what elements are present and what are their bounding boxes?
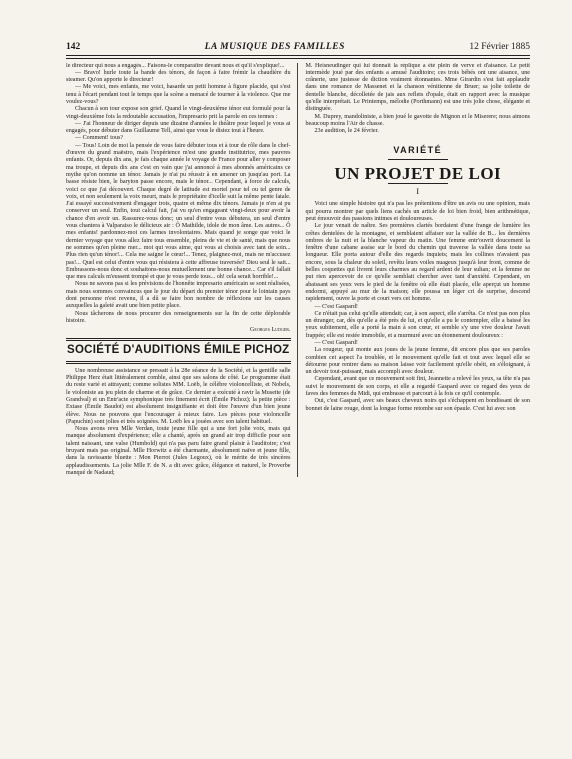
paragraph: Nous tâcherons de nous procurer des renseignements sur la fin de cette déplorable histoire. <box>66 310 291 324</box>
paragraph: Chacun à son tour expose son grief. Quand le vingt-deuxième ténor eut formulé pour la vingt-deuxième fois la redoutable accusation, l'impresario prit la parole en ces termes : <box>66 106 291 120</box>
chapter-number: I <box>416 187 420 197</box>
paragraph: Cependant, avant que ce mouvement soit fini, Jeannette a relevé les yeux, sa tête n'a pas suivi le mouvement de son corps, et elle a regardé Gaspard avec ce regard des yeux de faves des femmes du Midi, qui embrasse et parcourt à la fois ce qu'il contemple. <box>305 376 530 398</box>
issue-date: 12 Février 1885 <box>469 42 530 52</box>
right-column <box>298 63 531 478</box>
paragraph: — C'est Gaspard! <box>314 303 358 310</box>
paragraph: — J'ai l'honneur de diriger depuis une dizaine d'années le théâtre pour lequel je vous ai engagés, pour débuter dans Guillaume Tell, ainsi que vous le disiez tout à l'heure. <box>66 120 291 135</box>
paragraph: — Tous! Loin de moi la pensée de vous faire débuter tous et à tour de rôle dans le chef-d'œuvre du grand maëstro, mais l'expérience m'est une grande institutrice, mes pauvres enfants. Or, depuis dix ans, je fais chaque année le voyage de France pour aller y composer ma troupe, et depuis dix ans c'est en vain que j'ai annoncé à mes abonnés américains ce mythe qu'on nomme un ténor. Jamais je n'ai pu réussir à en amener un jusqu'au port. La basse résiste bien, le baryton passe encore, mais le ténor... Cependant, à force de calculs, voici ce que j'ai découvert. Chaque degré de latitude est mortel pour tel ou tel genre de voix, et non seulement la voix meurt, mais le propriétaire d'icelle suit la même pente fatale. J'ai essayé successivement d'engager trois, quatre et même dix ténors. Jamais je n'en ai pu conserver un seul. Enfin, tout calcul fait, j'ai vu qu'en engageant vingt-deux pour avoir la chance d'en avoir un. Rassurez-vous donc; un seul d'entre vous débutera, un seul d'entre vous chantera à Valparaiso le délicieux air : Ô Mathilde, idole de mon âme. Les autres... Ô mes enfants! pardonnez-moi ces larmes involontaires. Mais quand je songe que voici le dernier voyage que vous allez faire tous ensemble, pleins de vie et de santé, mais que nous ne sommes qu'en pleine mer... moi qui vous aime, qui vous ai choisis avec tant de soin... Plus rien qu'un ténor!... Cela me saigne le cœur!... Tenez, plaignez-moi, mais ne m'accusez pas!... Quel est celui d'entre vous qui résistera à cette affreuse traversée? Dieu seul le sait... Embrassons-nous donc et souhaitons-nous mutuellement une bonne chance... Car s'il fallait que mes calculs m'eussent trompé et que je vous perde tous... oh! cela serait horrible!... <box>66 142 291 281</box>
paragraph: Nous avons revu Mlle Verdan, toute jeune fille qui a une fort jolie voix, mais qui manque absolument d'expérience; elle a chanté, après un grand air trop difficile pour son talent naissant, une valse (Humbold) qui n'a pas paru faire grand plaisir à l'auditoire; c'est bruyant mais pas original. Mlle Horwitz a été charmante, absolument naïve et jeune fille, dans la ravissante bluette : Mon Pierrot (Jules Legoux), où le mérite de très sincères applaudissements. La jolie Mlle F. de N. a dit avec grâce, élégance et naturel, le Proverbe manqué de Nadaud; <box>66 426 291 476</box>
paragraph: M. Duprey, mandoliniste, a bien joué le gavotte de Mignon et le Miserere; nous aimons beaucoup moins l'Air de chasse. <box>305 113 530 127</box>
page-header <box>66 42 530 55</box>
signature: Georges Ludger. <box>249 327 291 334</box>
paragraph: Nous ne savons pas si les prévisions de l'honnête impresario américain se sont réalisées, mais nous sommes convaincus que le jour du départ du premier ténor pour le lointain pays dont personne n'est revenu, il a dû se faire bon nombre de réflexions sur les causes auxquelles la gaîeté avait une bien petite place. <box>66 281 291 310</box>
section-separator <box>66 338 291 341</box>
section-title: SOCIÉTÉ D'AUDITIONS ÉMILE PICHOZ <box>66 344 290 357</box>
header-rule <box>66 55 530 59</box>
paragraph: Une nombreuse assistance se pressait à la 28e séance de la Société, et la gentille salle Philippe Herz était littéralement comble, ainsi que ses salons de côté. Le programme était du reste varié et attrayant; comme solistes MM. Loëb, le célèbre violoncelliste, et Nobels, le violoniste au jeu plein de charme et de grâce. Ce dernier a exécuté à ravir la Musette (de Grandval) et un Entr'acte symphonique très finement écrit (Émile Pichoz); la petite pièce : Extase (Émile Baudot) est absolument insignifiante et doit être l'œuvre d'un bien jeune élève. Nous ne pouvons que l'encourager à mieux faire. Les pièces pour violoncelle (Papuchin) sont jolies et très soignées. M. Loëb les a jouées avec son talent habituel. <box>66 367 291 425</box>
paragraph: 23e audition, le 24 février. <box>314 128 379 135</box>
section-separator <box>66 361 291 364</box>
paragraph: La rougeur, qui monte aux joues de la jeune femme, dit encore plus que ses paroles combien cet aspect l'a troublée, et le mouvement qu'elle fait et tout avec lequel elle se détourne pour rentrer dans sa maison laisse voir facilement qu'elle obéit, en s'éloignant, à un devoir tout-puissant, mais accompli avec douleur. <box>305 347 530 376</box>
paragraph: Ce n'était pas celui qu'elle attendait; car, à son aspect, elle s'arrêta. Ce n'est pas non plus un étranger, car, dès qu'elle a été près de lui, et qu'elle a pu le contempler, elle a baissé les yeux subitement, elle a porté la main à son cœur, et semble s'y une vive douleur l'avait frappée; elle est restée immobile, et a murmuré avec un étonnement douloureux : <box>305 310 530 339</box>
paragraph: Oui, c'est Gaspard, avec ses beaux cheveux noirs qui s'échappent en bondissant de son bonnet de laine rouge, dont la longue forme retombe sur son épaule. C'est lui avec son <box>305 398 530 412</box>
journal-title: LA MUSIQUE DES FAMILLES <box>204 42 345 52</box>
short-rule <box>388 159 448 160</box>
page-number: 142 <box>66 42 81 52</box>
article-title: UN PROJET DE LOI <box>334 163 502 183</box>
paragraph: le directeur qui nous a engagés... Faisons-le comparaître devant nous et qu'il s'explique!... <box>66 62 285 69</box>
left-column <box>66 63 298 478</box>
section-label: VARIÉTÉ <box>393 145 443 156</box>
paragraph: — Comment! tous? <box>75 135 124 142</box>
paragraph: Voici une simple histoire qui n'a pas les prétentions d'être un avis ou une opinion, mais qui pourra montrer par quels liens cachés un article de loi bien froid, bien arithmétique, peut émouvoir des passions intimes et douloureuses. <box>305 201 530 222</box>
paragraph: Le jour venait de naître. Ses premières clartés bordaient d'une frange de lumière les crêtes dentelées de la montagne, et semblaient affaiser sur la vallée de B... les dernières ombres de la nuit et la blanche vapeur du matin. Une femme entr'ouvrit doucement la fenêtre d'une cabane assise sur le bord du chemin qui traverse la vallée dans toute sa longueur. Elle porta autour d'elle des regards inquiets; mais les collines n'avaient pas encore, sous la chaleur du soleil, revêtu leurs voiles nuageux jusqu'à leur front, comme de belles coquettes qui livrent leurs charmes au regard ardent de leur sultan; et la femme ne put rien apercevoir de ce qu'elle semblait chercher avec tant d'anxiété. Cependant, en abaissant ses yeux vers le pied de la fenêtre où elle était placée, elle aperçut un homme endormi, appuyé au mur de la maison; elle poussa un léger cri de surprise, descend rapidement, ouvre la porte et court vers cet homme. <box>305 223 530 303</box>
paragraph: — Me voici, mes enfants, me voici, hasarde un petit homme à figure placide, qui s'est tenu à l'écart pendant tout le temps que la scène a menacé de tourner à la violence. Que me voulez-vous? <box>66 84 291 105</box>
columns <box>66 63 530 478</box>
paragraph: — C'est Gaspard! <box>314 340 358 346</box>
paragraph: — Bravo! hurle toute la bande des ténors, de façon à faire frémir la chaudière du steamer. Qu'on apporte le directeur! <box>66 69 291 84</box>
short-rule <box>388 183 448 184</box>
paragraph: M. Heisneudinger qui lui donnait la réplique a été plein de verve et d'aisance. Le petit intermède joué par des enfants a amusé l'auditoire; ces trois bébés ont une aisance, une crânerie, une justesse de diction vraiment étonnantes. Mme Girardin s'est fait applaudir dans une romance de Massenet et la chanson vénitienne de Bruer; sa jolie toilette de dentelle blanche, décolletée de jais aux reflets d'opale, était en rapport avec la musique qu'elle interprétait. Le Printemps, mélodie (Porthmann) est une très jolie chose, élégante et distinguée. <box>305 62 530 113</box>
